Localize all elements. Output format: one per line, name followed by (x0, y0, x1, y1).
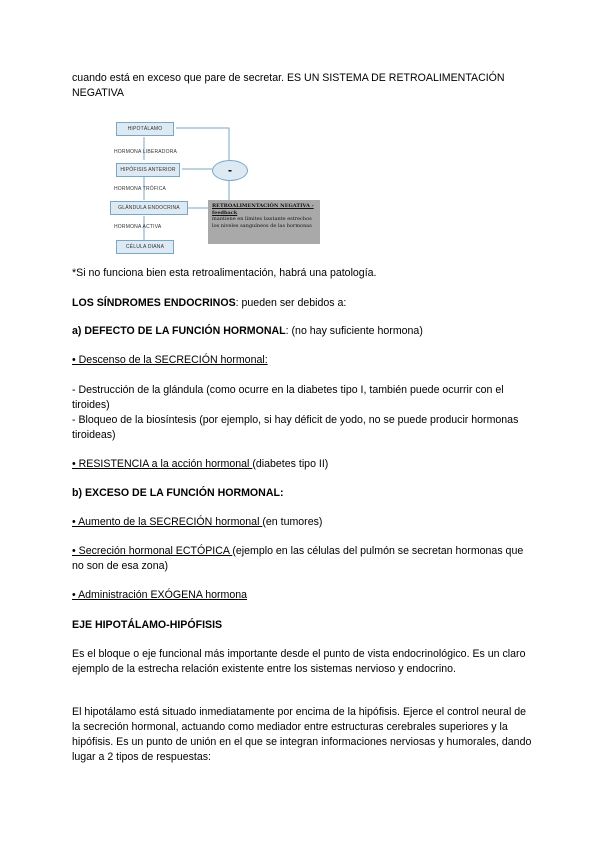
resistencia-underlined: • RESISTENCIA a la acción hormonal (72, 458, 253, 470)
negative-feedback-node: - (212, 160, 248, 181)
box-celula-diana: CÉLULA DIANA (116, 240, 174, 254)
sindromes-line (72, 296, 534, 311)
aumento-underlined: • Aumento de la SECRECIÓN hormonal (72, 516, 263, 528)
resistencia-rest: (diabetes tipo II) (252, 458, 329, 470)
box-glandula-endocrina: GLÁNDULA ENDOCRINA (110, 201, 188, 215)
ectopica-underlined: • Secreción hormonal ECTÓPICA (72, 545, 233, 557)
eje-paragraph-1: Es el bloque o eje funcional más importante desde el punto de vista endocrinológico. Es un claro ejemplo de la estrecha relación existente entre los sistemas nervioso y endocrino. (72, 648, 526, 675)
defecto-heading: a) DEFECTO DE LA FUNCIÓN HORMONAL (72, 325, 286, 337)
feedback-diagram (104, 112, 340, 260)
sindromes-heading: LOS SÍNDROMES ENDOCRINOS (72, 297, 236, 309)
sindromes-rest: : pueden ser debidos a: (235, 297, 347, 309)
eje-paragraph-2: El hipotálamo está situado inmediatamente por encima de la hipófisis. Ejerce el control neural de la secreción hormonal, actuando como mediador entre estructuras cerebrales superiores y la hipófisis. Es un punto de unión en el que se integran informaciones nerviosas y humorales, dando lugar a 2 tipos de respuestas: (72, 706, 532, 763)
label-hormona-trofica: HORMONA TRÓFICA (114, 186, 167, 192)
eje-heading: EJE HIPOTÁLAMO-HIPÓFISIS (72, 619, 223, 631)
resistencia-line (72, 457, 534, 472)
descenso-line: • Descenso de la SECRECIÓN hormonal: (72, 354, 268, 366)
aumento-rest: (en tumores) (262, 516, 323, 528)
bloqueo-line: - Bloqueo de la biosíntesis (por ejemplo, si hay déficit de yodo, no se puede producir hormonas tiroideas) (72, 414, 519, 441)
ectopica-line (72, 544, 534, 574)
feedback-note (208, 200, 320, 244)
administracion-line: • Administración EXÓGENA hormona (72, 589, 248, 601)
label-hormona-activa: HORMONA ACTIVA (114, 224, 162, 230)
feedback-text: mantiene en límites bastante estrechos los niveles sanguíneos de las hormonas (212, 216, 312, 229)
feedback-title: RETROALIMENTACIÓN NEGATIVA - feedback (212, 203, 314, 216)
defecto-rest: : (no hay suficiente hormona) (285, 325, 423, 337)
destruccion-line: - Destrucción de la glándula (como ocurre en la diabetes tipo I, también puede ocurrir con el tiroides) (72, 384, 504, 411)
defecto-line (72, 324, 534, 339)
box-hipotalamo: HIPOTÁLAMO (116, 122, 174, 136)
exceso-heading: b) EXCESO DE LA FUNCIÓN HORMONAL: (72, 487, 284, 499)
box-hipofisis-anterior: HIPÓFISIS ANTERIOR (116, 163, 180, 177)
label-hormona-liberadora: HORMONA LIBERADORA (114, 149, 178, 155)
note-line: *Si no funciona bien esta retroalimentación, habrá una patología. (72, 267, 377, 279)
aumento-line (72, 515, 534, 530)
intro-paragraph: cuando está en exceso que pare de secretar. ES UN SISTEMA DE RETROALIMENTACIÓN NEGATIVA (72, 72, 505, 99)
ectopica-rest: (ejemplo en las células del pulmón se secretan hormonas que no son de esa zona) (72, 545, 524, 572)
